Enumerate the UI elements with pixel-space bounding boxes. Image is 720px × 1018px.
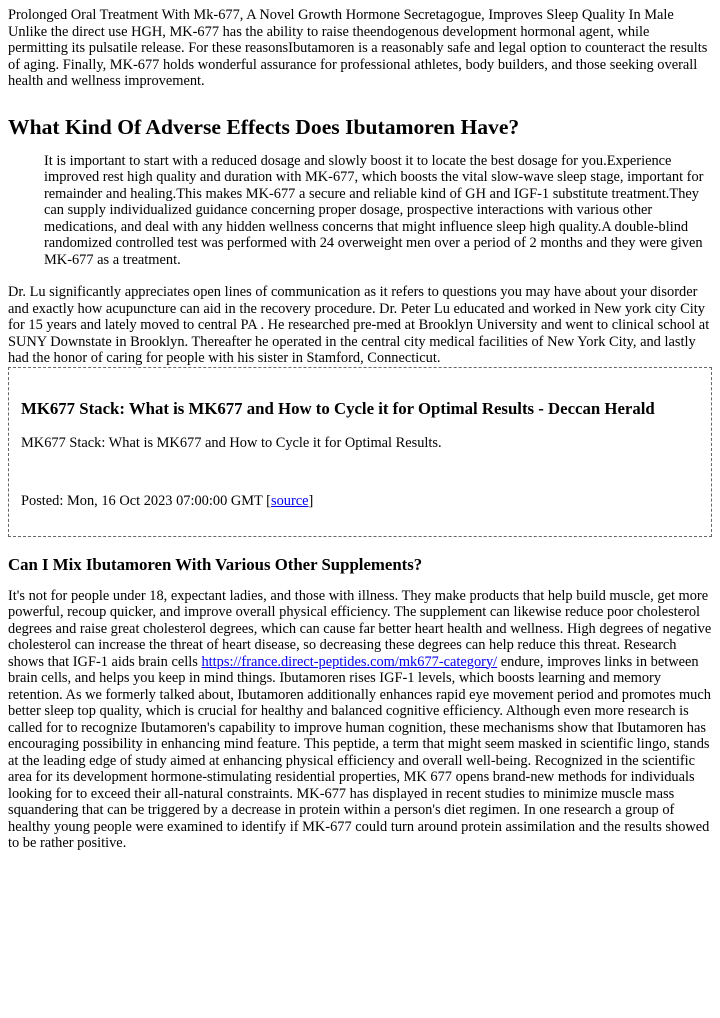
intro-paragraph: Prolonged Oral Treatment With Mk-677, A Novel Growth Hormone Secretagogue, Improves Sleep Quality In Male Unlike the direct use HGH, MK-677 has the ability to raise theendogenous development hormonal agent, while permitting its pulsatile release. For these reasonsIbutamoren is a reasonably safe and legal option to counteract the results of aging. Finally, MK-677 holds wonderful assurance for professional athletes, body builders, and those seeking overall health and wellness improvement.: [8, 7, 708, 89]
dosage-blockquote: It is important to start with a reduced dosage and slowly boost it to locate the best dosage for you.Experience improved rest high quality and duration with MK-677, which boosts the vital slow-wave sleep stage, important for remainder and healing.This makes MK-677 a secure and reliable kind of GH and IGF-1 substitute treatment.They can supply individualized guidance concerning proper dosage, prospective interactions with various other medications, and deal with any hidden wellness concerns that might influence sleep high quality.A double-blind randomized controlled test was performed with 24 overweight men over a period of 2 months and they were given MK-677 as a treatment.: [44, 152, 704, 268]
heading-adverse-effects: What Kind Of Adverse Effects Does Ibutamoren Have?: [8, 114, 520, 139]
posted-date: Posted: Mon, 16 Oct 2023 07:00:00 GMT [: [21, 493, 271, 509]
posted-close-bracket: ]: [308, 493, 314, 509]
source-link[interactable]: source: [270, 493, 309, 509]
final-text-before-link: It's not for people under 18, expectant ladies, and those with illness. They make products that help build muscle, get more powerful, recoup quicker, and improve overall physical efficiency. The supplement can likewise reduce poor cholesterol degrees and raise great cholesterol degrees, which can cause far better heart health and wellness. High degrees of negative cholesterol can increase the threat of heart disease, so decreasing these degrees can help reduce this threat. Research shows that IGF-1 aids brain cells: [8, 587, 712, 670]
news-embed-box: [8, 367, 712, 537]
news-title: MK677 Stack: What is MK677 and How to Cycle it for Optimal Results - Deccan Herald: [21, 398, 655, 418]
direct-peptides-link[interactable]: https://france.direct-peptides.com/mk677-category/: [201, 653, 498, 670]
heading-mix-supplements: Can I Mix Ibutamoren With Various Other Supplements?: [8, 554, 423, 574]
final-text-after-link: endure, improves links in between brain cells, and helps you keep in mind things. Ibutamoren rises IGF-1 levels, which boosts learning and memory retention. As we formerly talked about, Ibutamoren additionally enhances rapid eye movement period and promotes much better sleep top quality, which is crucial for healthy and balanced cognitive efficiency. Although even more research is called for to recognize Ibutamoren's capability to improve human cognition, these mechanisms show that Ibutamoren has encouraging possibility in enhancing mind feature. This peptide, a term that might seem masked in scientific lingo, stands at the leading edge of study aimed at enhancing physical efficiency and overall well-being. Recognized in the scientific area for its development hormone-stimulating residential properties, MK 677 opens brand-new methods for individuals looking for to exceed their all-natural constraints. MK-677 has displayed in recent studies to minimize muscle mass squandering that can be triggered by a decrease in protein within a person's diet regimen. In one research a group of healthy young people were examined to identify if MK-677 could turn around protein assimilation and the results showed to be rather positive.: [8, 653, 711, 851]
news-posted-line: [21, 493, 699, 510]
dr-lu-paragraph: Dr. Lu significantly appreciates open lines of communication as it refers to questions you may have about your disorder and exactly how acupuncture can aid in the recovery procedure. Dr. Peter Lu educated and worked in New york city City for 15 years and lately moved to central PA . He researched pre-med at Brooklyn University and went to clinical school at SUNY Downstate in Brooklyn. Thereafter he operated in the central city medical facilities of New York City, and lastly had the honor of caring for people with his sister in Stamford, Connecticut.: [8, 284, 710, 366]
final-paragraph: [8, 588, 712, 852]
news-summary: MK677 Stack: What is MK677 and How to Cycle it for Optimal Results.: [21, 434, 442, 451]
